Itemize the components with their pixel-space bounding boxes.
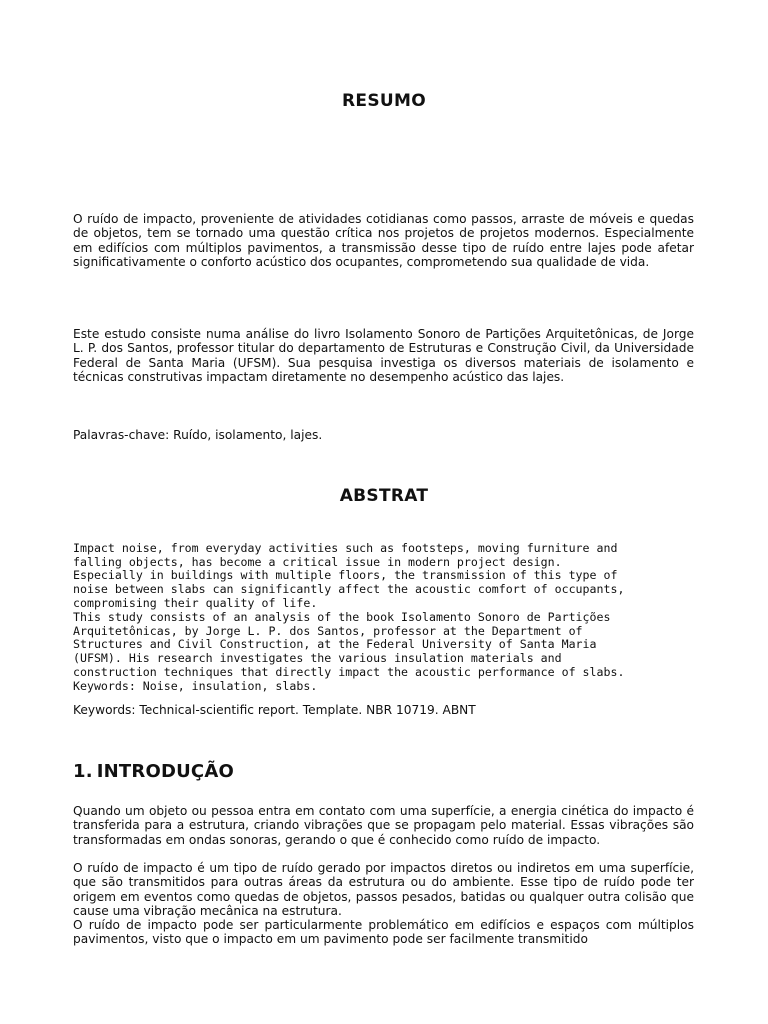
abstract-line: This study consists of an analysis of the book Isolamento Sonoro de Partições — [73, 609, 611, 624]
abstract-line: Arquitetônicas, by Jorge L. P. dos Santos, professor at the Department of — [73, 623, 583, 638]
abstract-line: Structures and Civil Construction, at the Federal University of Santa Maria — [73, 637, 597, 652]
abstract-line: falling objects, has become a critical issue in modern project design. — [73, 554, 562, 569]
abstract-body — [73, 528, 703, 694]
intro-paragraph-3: O ruído de impacto pode ser particularmente problemático em edifícios e espaços com múltiplos pavimentos, visto que o impacto em um pavimento pode ser facilmente transmitido — [73, 918, 694, 947]
abstract-line: Keywords: Noise, insulation, slabs. — [73, 678, 318, 693]
abstract-keywords: Keywords: Technical-scientific report. Template. NBR 10719. ABNT — [73, 703, 476, 717]
resumo-paragraph-2: Este estudo consiste numa análise do livro Isolamento Sonoro de Partições Arquitetônicas, de Jorge L. P. dos Santos, professor titular do departamento de Estruturas e Construção Civil, da Universidade Federal de Santa Maria (UFSM). Sua pesquisa investiga os diversos materiais de isolamento e técnicas construtivas impactam diretamente no desempenho acústico das lajes. — [73, 327, 694, 384]
intro-paragraph-1: Quando um objeto ou pessoa entra em contato com uma superfície, a energia cinética do impacto é transferida para a estrutura, criando vibrações que se propagam pelo material. Essas vibrações são transformadas em ondas sonoras, gerando o que é conhecido como ruído de impacto. — [73, 804, 694, 847]
resumo-paragraph-1: O ruído de impacto, proveniente de atividades cotidianas como passos, arraste de móveis e quedas de objetos, tem se tornado uma questão crítica nos projetos de projetos modernos. Especialmente em edifícios com múltiplos pavimentos, a transmissão desse tipo de ruído entre lajes pode afetar significativamente o conforto acústico dos ocupantes, comprometendo sua qualidade de vida. — [73, 212, 694, 269]
abstract-line: compromising their quality of life. — [73, 595, 318, 610]
section-title: INTRODUÇÃO — [96, 761, 234, 782]
resumo-title: RESUMO — [342, 91, 426, 111]
abstract-line: noise between slabs can significantly affect the acoustic comfort of occupants, — [73, 582, 625, 597]
section-number: 1. — [73, 761, 93, 782]
section-heading-introduction — [73, 761, 234, 782]
resumo-keywords: Palavras-chave: Ruído, isolamento, lajes. — [73, 428, 323, 442]
abstract-line: construction techniques that directly impact the acoustic performance of slabs. — [73, 664, 625, 679]
intro-paragraph-2: O ruído de impacto é um tipo de ruído gerado por impactos diretos ou indiretos em uma superfície, que são transmitidos para outras áreas da estrutura ou do ambiente. Esse tipo de ruído pode ter origem em eventos como quedas de objetos, passos pesados, batidas ou qualquer outra colisão que cause uma vibração mecânica na estrutura. — [73, 861, 694, 918]
abstract-title: ABSTRAT — [339, 486, 429, 506]
abstract-line: Especially in buildings with multiple floors, the transmission of this type of — [73, 568, 618, 583]
abstract-line: (UFSM). His research investigates the various insulation materials and — [73, 651, 562, 666]
abstract-line: Impact noise, from everyday activities such as footsteps, moving furniture and — [73, 540, 618, 555]
